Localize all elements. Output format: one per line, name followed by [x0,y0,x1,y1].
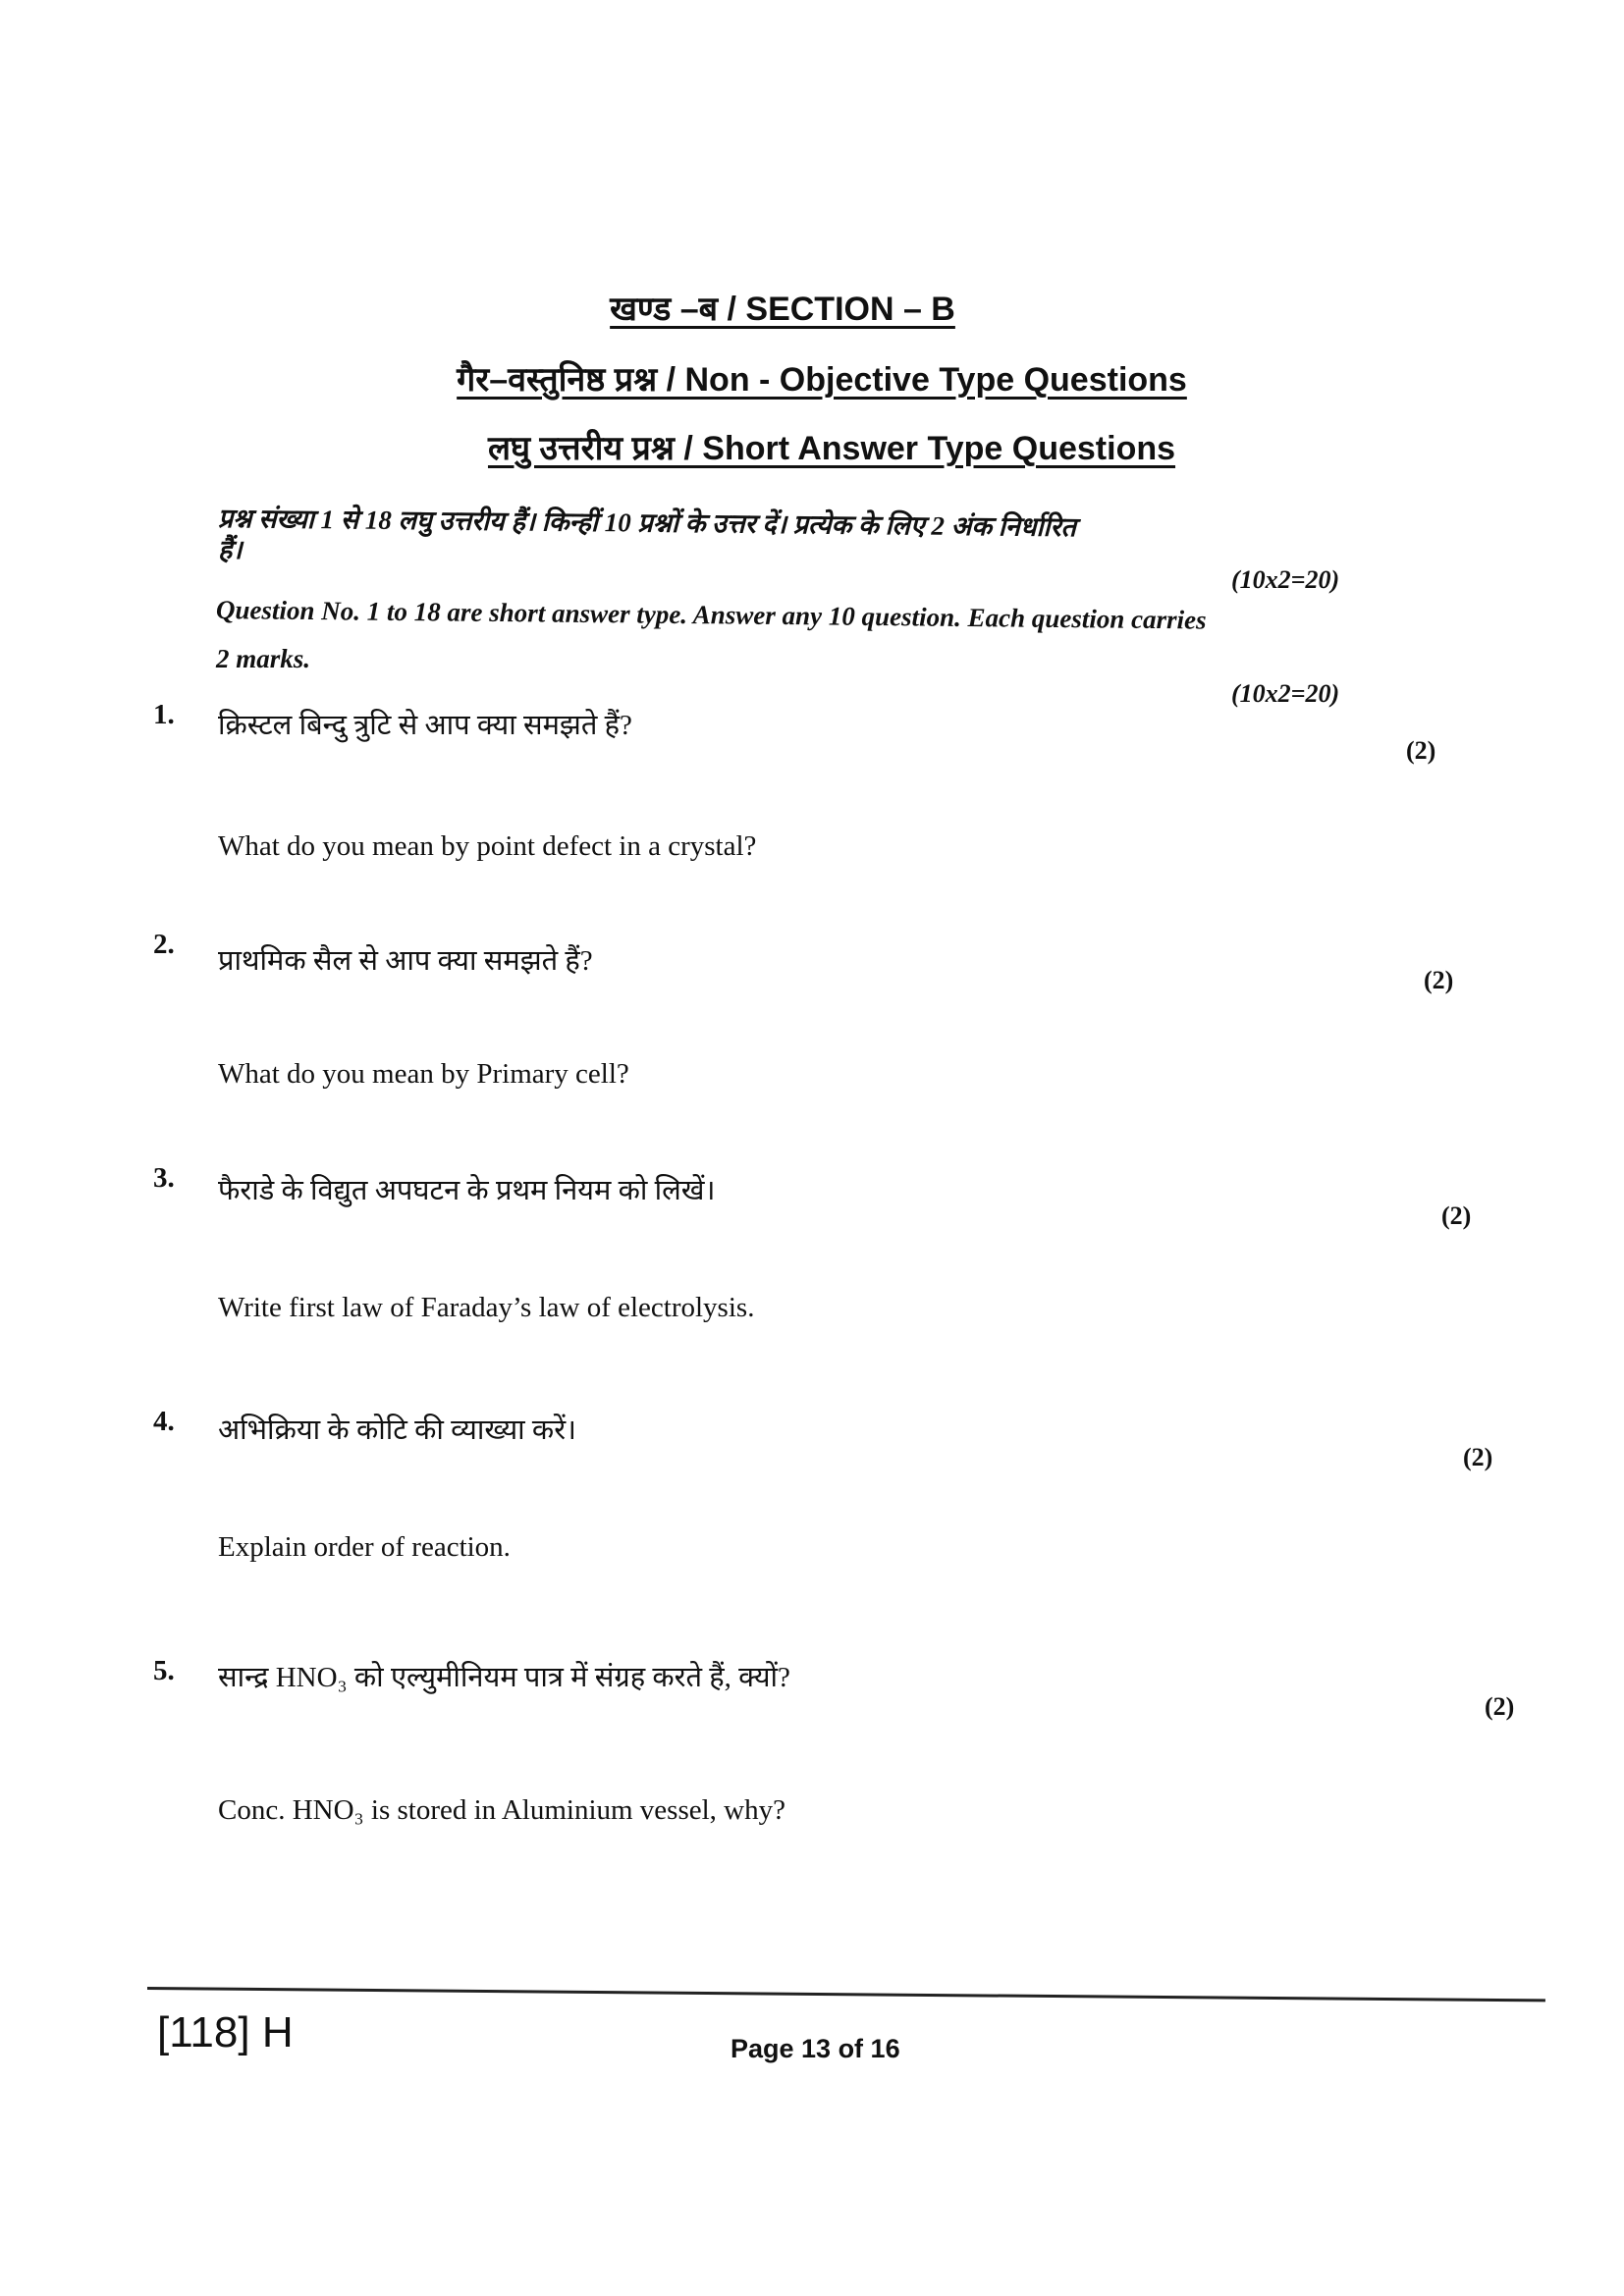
question-english: What do you mean by Primary cell? [218,1058,629,1090]
paper-code: [118] H [157,2008,294,2056]
instruction-english-marks: (10x2=20) [1231,679,1340,708]
question-english: Conc. HNO₃ is stored in Aluminium vessel, why? [218,1794,785,1826]
question-hindi: सान्द्र HNO₃ को एल्युमीनियम पात्र में संग्रह करते हैं, क्यों? [218,1662,790,1693]
instruction-hindi-marks: (10x2=20) [1231,565,1340,594]
question-hindi: अभिक्रिया के कोटि की व्याख्या करें। [218,1415,577,1446]
instruction-english-line2: 2 marks. [216,644,311,673]
footer-divider [147,1987,1545,2002]
section-title: खण्ड –ब / SECTION – B [610,291,955,328]
instruction-hindi-line2: हैं। [218,535,243,564]
question-marks: (2) [1485,1692,1515,1721]
question-hindi: प्राथमिक सैल से आप क्या समझते हैं? [218,945,593,977]
section-subtitle: गैर–वस्तुनिष्ठ प्रश्न / Non - Objective Type Questions [457,361,1187,399]
question-number: 5. [153,1655,175,1686]
instruction-english-line1: Question No. 1 to 18 are short answer type. Answer any 10 question. Each question carries [215,595,1207,635]
question-number: 2. [153,929,175,960]
question-marks: (2) [1406,736,1436,765]
question-marks: (2) [1441,1201,1472,1230]
question-hindi: क्रिस्टल बिन्दु त्रुटि से आप क्या समझते हैं? [218,710,632,741]
question-english: What do you mean by point defect in a crystal? [218,830,757,862]
question-number: 3. [153,1162,175,1194]
question-english: Write first law of Faraday’s law of electrolysis. [218,1292,755,1323]
instruction-hindi-line1: प्रश्न संख्या 1 से 18 लघु उत्तरीय हैं। किन्हीं 10 प्रश्नों के उत्तर दें। प्रत्येक के लिए 2 अंक निर्धारित [217,504,1077,543]
question-marks: (2) [1463,1443,1493,1471]
question-marks: (2) [1424,966,1454,994]
section-subsubtitle: लघु उत्तरीय प्रश्न / Short Answer Type Questions [487,430,1176,467]
question-hindi: फैराडे के विद्युत अपघटन के प्रथम नियम को लिखें। [218,1175,716,1206]
question-number: 1. [153,699,175,730]
question-english: Explain order of reaction. [218,1531,511,1563]
page-number: Page 13 of 16 [731,2034,900,2063]
question-number: 4. [153,1406,175,1437]
